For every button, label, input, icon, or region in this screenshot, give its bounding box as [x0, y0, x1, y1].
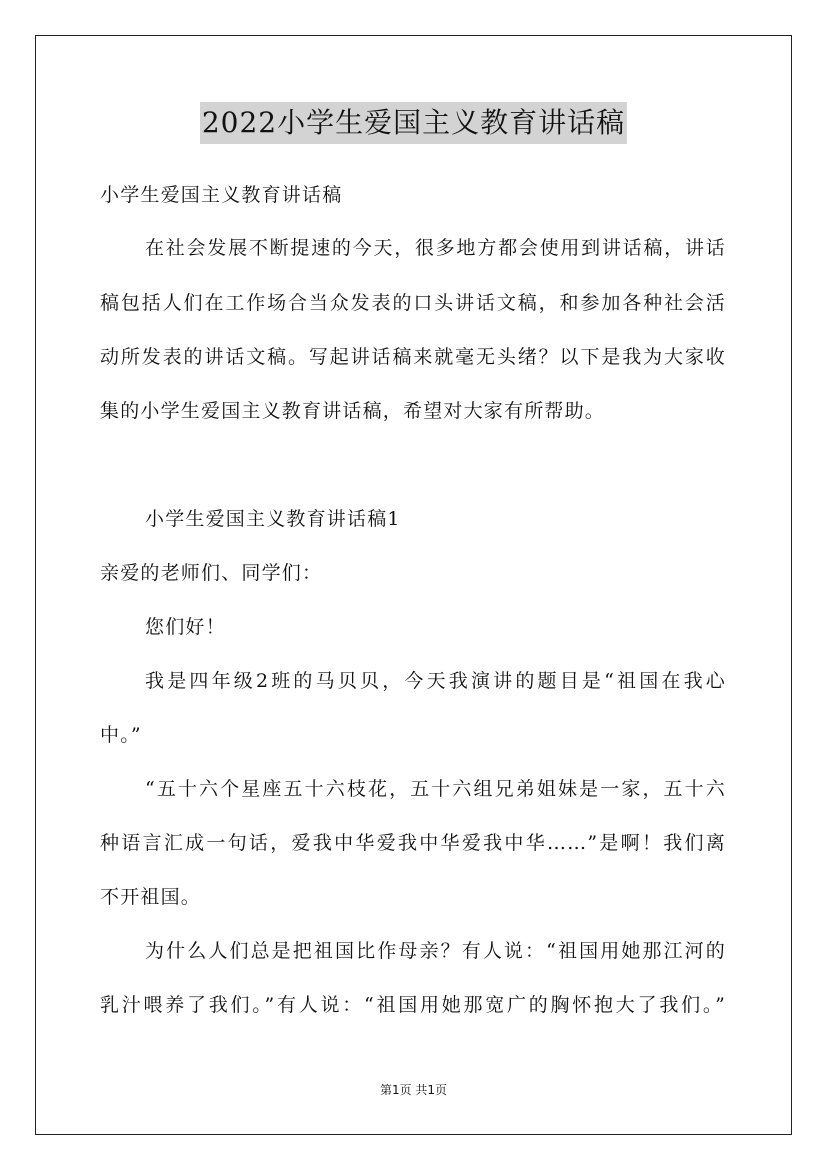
body-line: 我是四年级2班的马贝贝，今天我演讲的题目是“祖国在我心: [145, 670, 726, 692]
greeting: 您们好！: [145, 616, 226, 638]
subtitle: 小学生爱国主义教育讲话稿: [100, 184, 343, 206]
body-line: 为什么人们总是把祖国比作母亲？有人说：“祖国用她那江河的: [145, 940, 726, 962]
section-title: 小学生爱国主义教育讲话稿1: [145, 508, 401, 530]
intro-line: 在社会发展不断提速的今天，很多地方都会使用到讲话稿，讲话: [145, 237, 726, 259]
body-line: 种语言汇成一句话，爱我中华爱我中华爱我中华……”是啊！我们离: [100, 832, 726, 854]
body-line: “五十六个星座五十六枝花，五十六组兄弟姐妹是一家，五十六: [145, 778, 726, 800]
intro-line: 集的小学生爱国主义教育讲话稿，希望对大家有所帮助。: [100, 400, 606, 422]
body-line: 中。”: [100, 724, 142, 746]
document-title: 2022小学生爱国主义教育讲话稿: [200, 102, 627, 144]
page-number-footer: 第1页 共1页: [379, 1083, 448, 1097]
intro-line: 稿包括人们在工作场合当众发表的口头讲话文稿，和参加各种社会活: [100, 292, 726, 314]
body-line: 乳汁喂养了我们。”有人说：“祖国用她那宽广的胸怀抱大了我们。”: [100, 994, 726, 1016]
salutation: 亲爱的老师们、同学们：: [100, 562, 323, 584]
intro-line: 动所发表的讲话文稿。写起讲话稿来就毫无头绪？以下是我为大家收: [100, 346, 726, 368]
body-line: 不开祖国。: [100, 886, 202, 908]
document-title-container: [0, 102, 827, 144]
